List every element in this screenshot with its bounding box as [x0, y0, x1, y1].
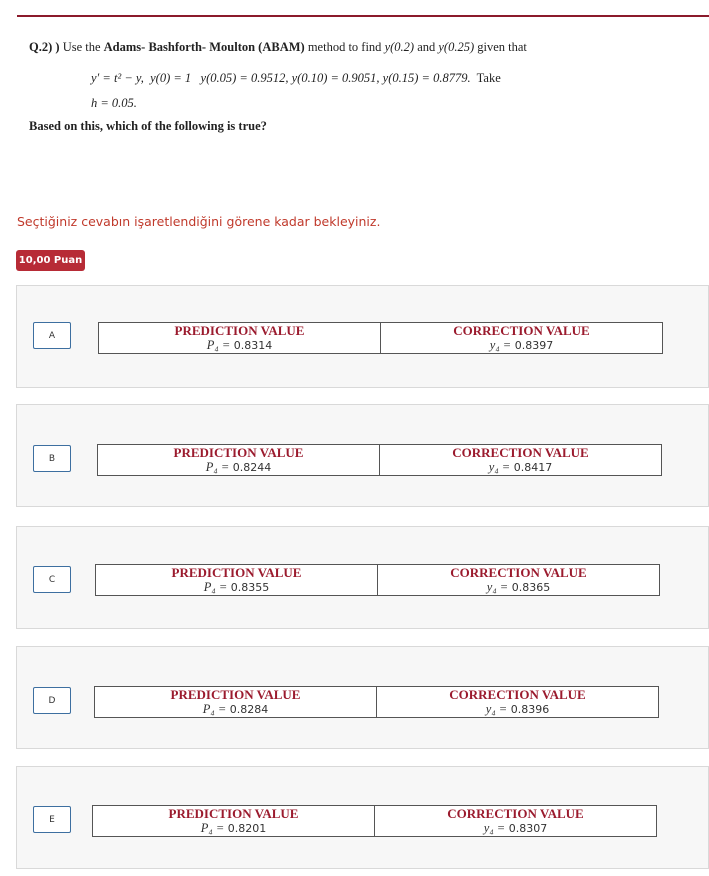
correction-value: 0.8397 — [514, 339, 554, 352]
option-c-radio[interactable]: C — [33, 566, 71, 593]
initial-condition: y(0) = 1 — [150, 71, 192, 85]
step-size: h = 0.05. — [91, 96, 137, 110]
option-d-radio[interactable]: D — [33, 687, 71, 714]
points-badge: 10,00 Puan — [16, 250, 85, 271]
prediction-symbol: P₄ = — [200, 821, 225, 835]
prediction-symbol: P₄ = — [206, 338, 231, 352]
prediction-value: 0.8355 — [230, 581, 270, 594]
correction-value: 0.8307 — [508, 822, 548, 835]
question-text: given that — [477, 40, 527, 54]
method-name: Adams- Bashforth- Moulton (ABAM) — [103, 40, 305, 54]
prediction-header: PREDICTION VALUE — [170, 687, 301, 702]
option-b-table — [97, 444, 662, 476]
known-values: y(0.05) = 0.9512, y(0.10) = 0.9051, y(0.15) = 0.8779. — [200, 71, 471, 85]
prediction-value: 0.8244 — [232, 461, 272, 474]
option-c-prediction-cell — [96, 565, 378, 596]
prediction-symbol: P₄ = — [203, 580, 228, 594]
correction-header: CORRECTION VALUE — [449, 687, 586, 702]
option-e-table — [92, 805, 657, 837]
prediction-symbol: P₄ = — [202, 702, 227, 716]
option-a[interactable] — [16, 285, 709, 388]
option-e-correction-cell — [375, 806, 657, 837]
option-a-radio[interactable]: A — [33, 322, 71, 349]
option-d-correction-cell — [377, 687, 659, 718]
correction-header: CORRECTION VALUE — [453, 323, 590, 338]
question-text: and — [417, 40, 436, 54]
prediction-value: 0.8284 — [229, 703, 269, 716]
correction-value: 0.8365 — [511, 581, 551, 594]
prediction-symbol: P₄ = — [205, 460, 230, 474]
correction-header: CORRECTION VALUE — [450, 565, 587, 580]
option-b-correction-cell — [380, 445, 662, 476]
option-b[interactable] — [16, 404, 709, 507]
option-b-radio[interactable]: B — [33, 445, 71, 472]
prediction-header: PREDICTION VALUE — [173, 445, 304, 460]
prediction-value: 0.8201 — [227, 822, 267, 835]
option-c[interactable] — [16, 526, 709, 629]
option-e-prediction-cell — [93, 806, 375, 837]
question-line-3 — [91, 96, 137, 111]
ode-equation: y′ = t² − y, — [91, 71, 144, 85]
prediction-header: PREDICTION VALUE — [174, 323, 305, 338]
find-target-1: y(0.2) — [384, 40, 415, 54]
option-c-correction-cell — [378, 565, 660, 596]
correction-value: 0.8417 — [513, 461, 553, 474]
prediction-header: PREDICTION VALUE — [168, 806, 299, 821]
option-d[interactable] — [16, 646, 709, 749]
find-target-2: y(0.25) — [438, 40, 475, 54]
top-divider — [17, 15, 709, 17]
correction-symbol: y₄ = — [486, 580, 509, 594]
correction-header: CORRECTION VALUE — [452, 445, 589, 460]
question-number: Q.2) ) — [29, 40, 60, 54]
prediction-header: PREDICTION VALUE — [171, 565, 302, 580]
option-b-prediction-cell — [98, 445, 380, 476]
correction-symbol: y₄ = — [485, 702, 508, 716]
correction-header: CORRECTION VALUE — [447, 806, 584, 821]
prediction-value: 0.8314 — [233, 339, 273, 352]
option-d-table — [94, 686, 659, 718]
question-text: method to find — [307, 40, 382, 54]
question-text: Use the — [62, 40, 101, 54]
question-text: Take — [476, 71, 501, 85]
correction-symbol: y₄ = — [483, 821, 506, 835]
question-line-2 — [91, 71, 501, 86]
option-a-prediction-cell — [99, 323, 381, 354]
option-a-table — [98, 322, 663, 354]
status-message: Seçtiğiniz cevabın işaretlendiğini görene kadar bekleyiniz. — [17, 214, 381, 229]
correction-value: 0.8396 — [510, 703, 550, 716]
option-e[interactable] — [16, 766, 709, 869]
question-line-1 — [29, 40, 527, 55]
question-prompt: Based on this, which of the following is true? — [29, 119, 267, 133]
option-e-radio[interactable]: E — [33, 806, 71, 833]
correction-symbol: y₄ = — [488, 460, 511, 474]
correction-symbol: y₄ = — [489, 338, 512, 352]
option-a-correction-cell — [381, 323, 663, 354]
option-c-table — [95, 564, 660, 596]
option-d-prediction-cell — [95, 687, 377, 718]
